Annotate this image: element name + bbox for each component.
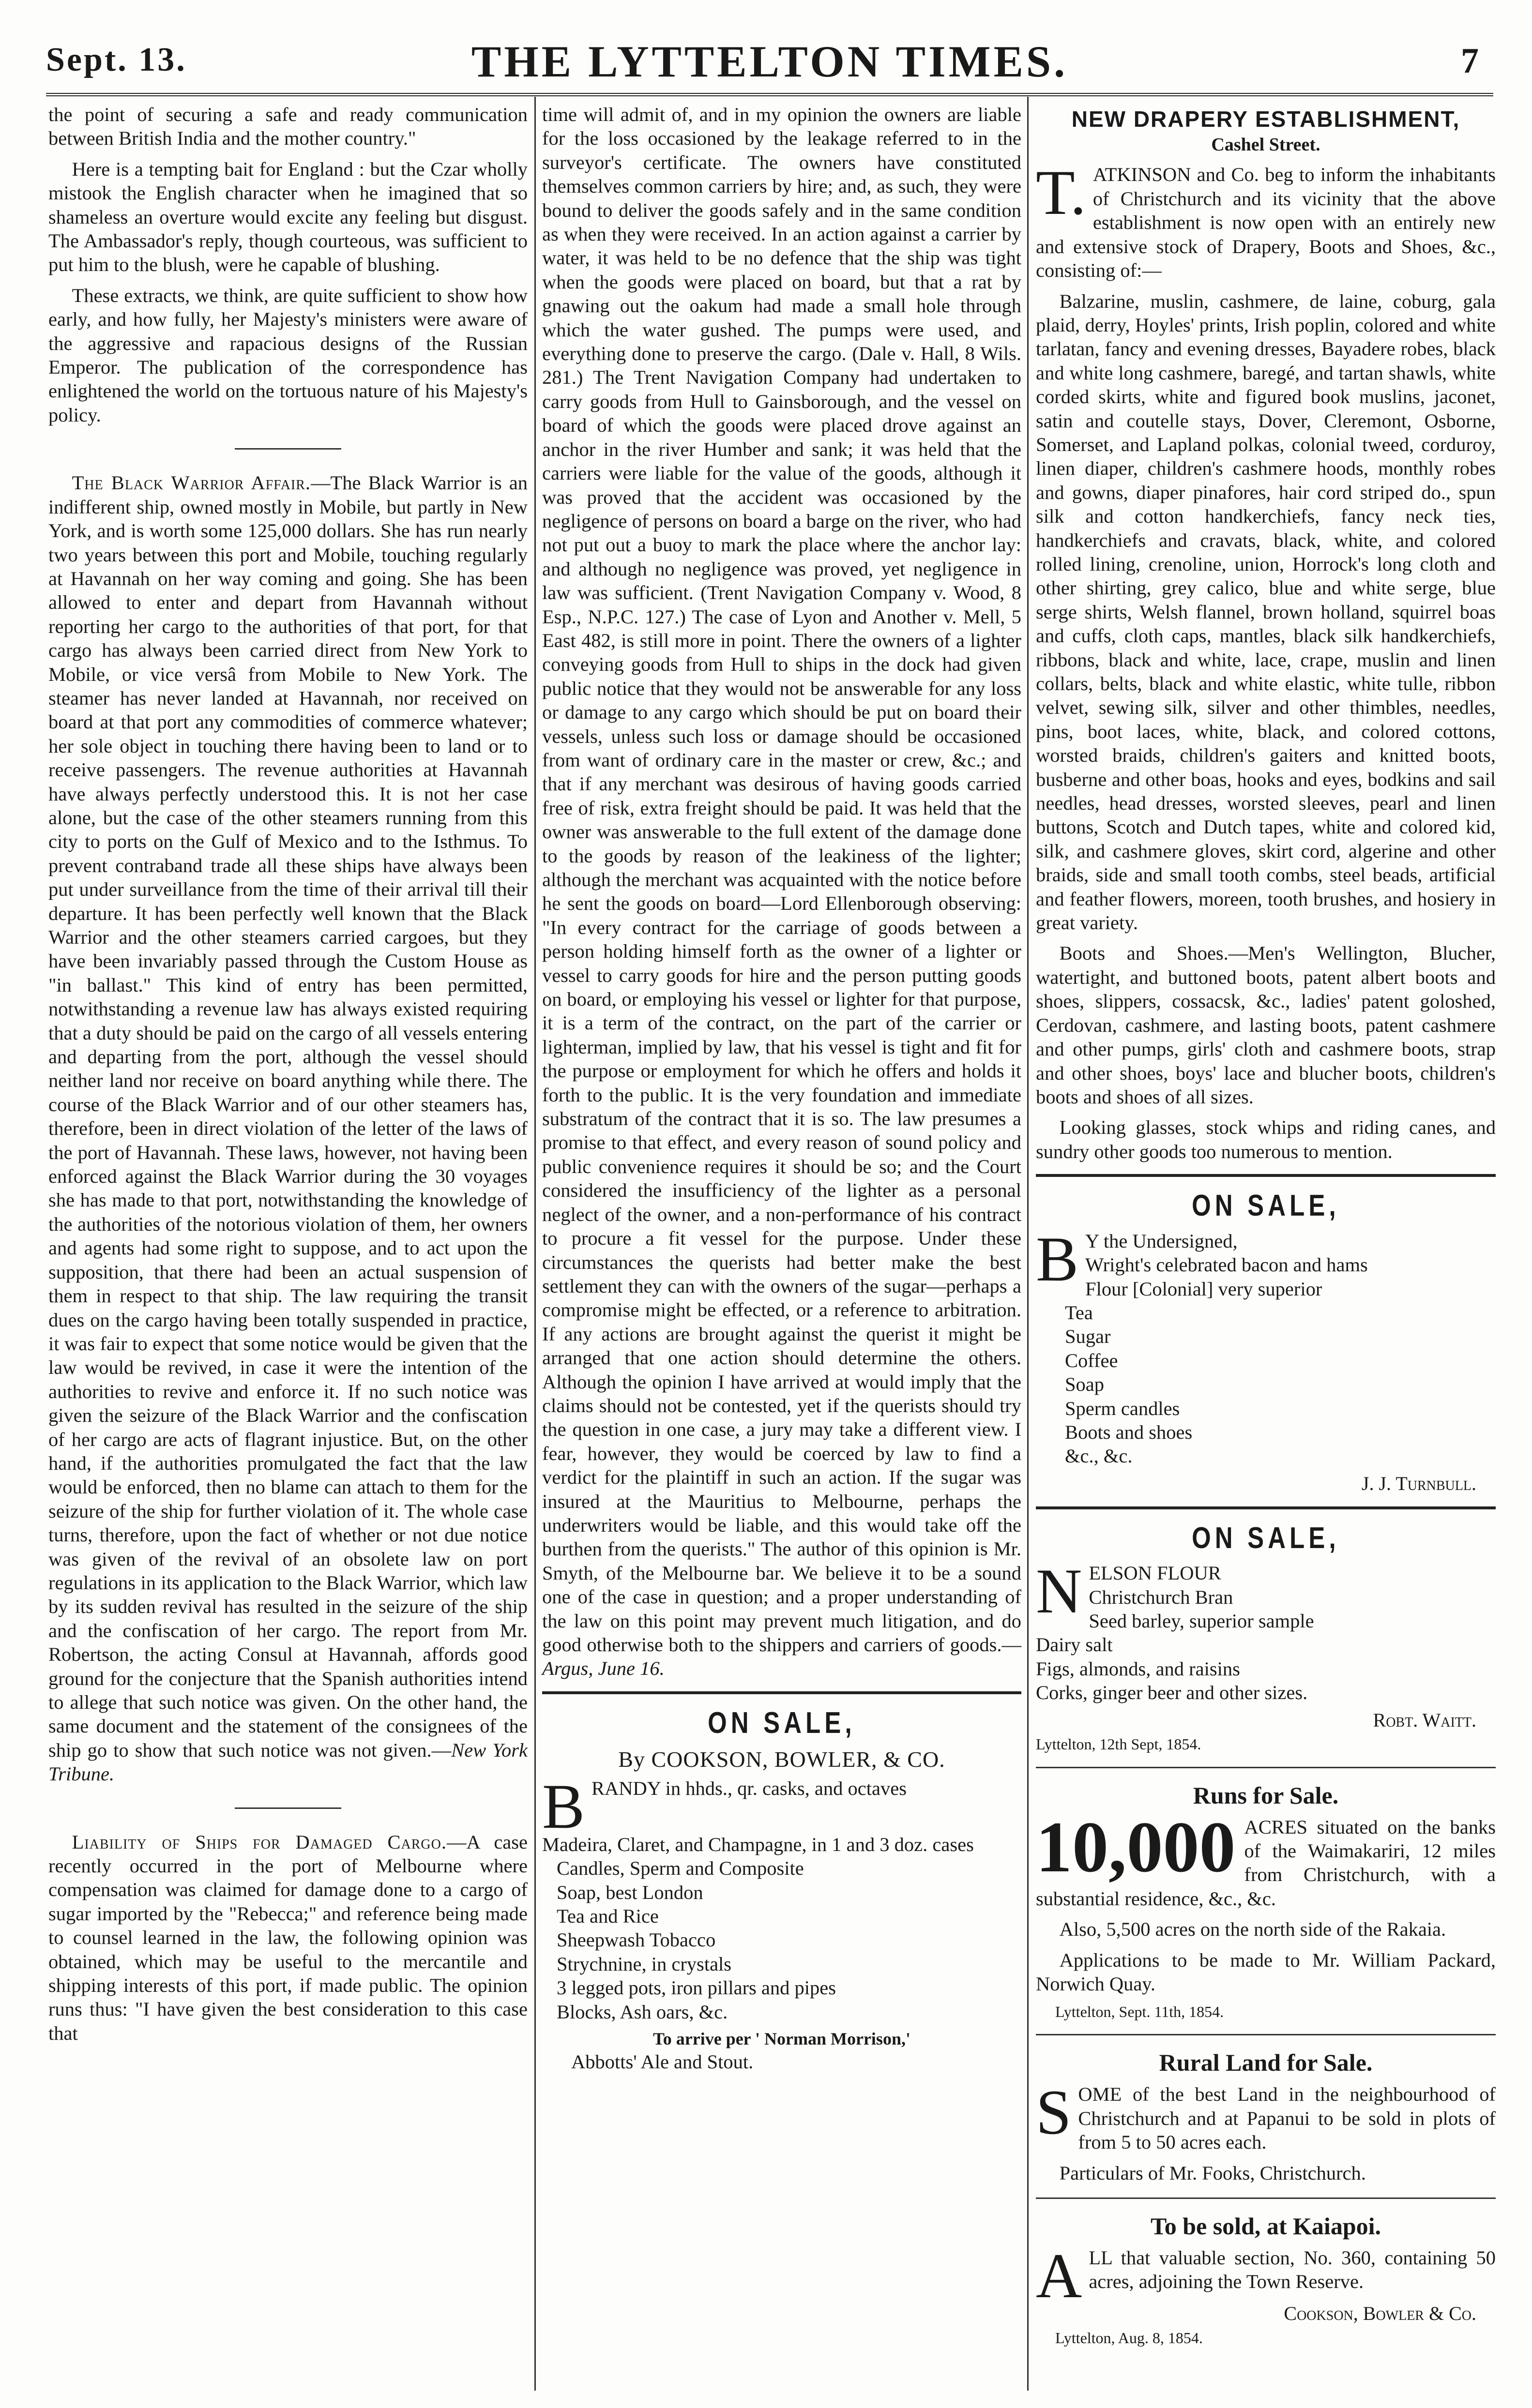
liability-article [48,1830,528,2046]
ad-item: Strychnine, in crystals [557,1953,732,1975]
ad-item: Soap, best London [557,1881,703,1903]
ad-item: Wright's celebrated bacon and hams [1085,1254,1368,1276]
article-source: New York Tribune. [48,1739,528,1785]
column-1 [48,103,528,2052]
kaiapoi-ad [1036,2212,1496,2348]
runs-text-1: ACRES situated on the banks of the Waimakariri, 12 miles from Christchurch, with a substantial residence, &c., &c. [1036,1816,1496,1910]
ad-item-list [1036,1585,1496,1705]
separator [1036,1174,1496,1177]
ad-intro-text: ATKINSON and Co. beg to inform the inhabitants of Christchurch and its vicinity that the above establishment is now open with an entirely new and extensive stock of Drapery, Boots and Shoes, &c., consisting of:— [1036,164,1496,282]
ad-item: 3 legged pots, iron pillars and pipes [557,1977,836,1999]
ad-byline: By COOKSON, BOWLER, & CO. [618,1747,945,1772]
ad-intro [1036,157,1496,282]
waitt-ad [1036,1520,1496,1754]
separator [542,1691,1021,1694]
ad-first-line: Y the Undersigned, [1085,1230,1238,1252]
ad-heading: ON SALE, [1192,1189,1340,1223]
ad-item: Figs, almonds, and raisins [1036,1657,1240,1680]
turnbull-ad [1036,1188,1496,1495]
ad-signature: Cookson, Bowler & Co. [1284,2303,1476,2325]
runs-ad [1036,1781,1496,2022]
drop-cap: B [1036,1223,1079,1294]
ad-item-list [1036,1253,1496,1468]
separator [1036,1767,1496,1768]
ad-first-line: RANDY in hhds., qr. casks, and octaves [592,1777,907,1799]
column-3 [1036,103,1496,2351]
drop-cap: B [542,1770,585,1842]
ad-signature: J. J. Turnbull. [1361,1472,1476,1494]
ad-subheading: Cashel Street. [1211,135,1320,155]
ad-item: Tea and Rice [557,1905,659,1927]
separator [235,1807,341,1809]
article-paragraph: Here is a tempting bait for England : but the Czar wholly mistook the English character when he imagined that so shameless an overture would excite any feeling but disgust. The Ambassador's reply, though courteous, was sufficient to put him to the blush, were he capable of blushing. [48,158,528,276]
runs-text-2: Also, 5,500 acres on the north side of the Rakaia. [1059,1918,1446,1941]
article-source: Argus, June 16. [542,1657,665,1680]
page-number: 7 [1461,41,1479,81]
newspaper-title: THE LYTTELTON TIMES. [471,37,1068,86]
ad-heading: Runs for Sale. [1193,1781,1339,1809]
ad-goods: Balzarine, muslin, cashmere, de laine, coburg, gala plaid, derry, Hoyles' prints, Irish poplin, colored and white tarlatan, fancy and evening dresses, Bayadere robes, black and white long cashmere, baregé, and tartan shawls, white corded skirts, white and figured book muslins, jaconet, satin and coutelle stays, Dover, Cleremont, Osborne, Somerset, and Lapland polkas, colonial tweed, corduroy, linen diaper, children's cashmere hoods, monthly robes and gowns, diaper pinafores, hair cord striped do., spun silk and cotton handkerchiefs, fancy neck ties, handkerchiefs and cravats, black, white, and colored rolled lining, crenoline, union, Horrock's long cloth and other shirting, grey calico, blue and white serge, blue serge shirts, Welsh flannel, brown holland, squirrel boas and cuffs, cloth caps, mantles, black silk handkerchiefs, ribbons, black and white, lace, crape, muslin and linen collars, belts, black and white elastic, white tulle, ribbon velvet, sewing silk, silver and other thimbles, needles, pins, boot laces, white, black, and colored cottons, worsted braids, children's gaiters and knitted boots, busberne and other boas, hooks and eyes, bodkins and sail needles, head dresses, worsted sleeves, pearl and linen buttons, Scotch and Dutch tapes, white and colored kid, silk, and cashmere gloves, skirt cord, algerine and other braids, side and small tooth combs, steel beads, artificial and feather flowers, moreen, tooth brushes, and hosiery in great variety. [1036,290,1496,934]
ad-glasses: Looking glasses, stock whips and riding canes, and sundry other goods too numerous to mention. [1036,1116,1496,1162]
ad-item: Blocks, Ash oars, &c. [557,2001,728,2023]
runs-text [1036,1806,1496,1911]
ad-item: Tea [1065,1301,1093,1324]
drapery-ad [1036,105,1496,1163]
article-body: —A case recently occurred in the port of Melbourne where compensation was claimed for damage done to a cargo of sugar imported by the "Rebecca;" and reference being made to counsel learned in the law, the following opinion was obtained, which may be useful to the mercantile and shipping interests of this port, if made public. The opinion runs thus: "I have given the best consideration to this case that [48,1831,528,2044]
kaiapoi-text [1036,2240,1496,2311]
ad-item: Flour [Colonial] very superior [1085,1278,1322,1300]
ad-heading: ON SALE, [1192,1521,1340,1555]
article-heading: Liability of Ships for Damaged Cargo. [72,1831,447,1853]
ad-date: Lyttelton, Sept. 11th, 1854. [1055,2003,1224,2021]
ad-item: Madeira, Claret, and Champagne, in 1 and 3 doz. cases [542,1833,974,1855]
arrive-note: To arrive per ' Norman Morrison,' [653,2029,910,2049]
ad-item: Sperm candles [1065,1397,1180,1419]
drop-cap: A [1036,2240,1082,2311]
ad-heading: Rural Land for Sale. [1159,2049,1373,2077]
runs-text-3: Applications to be made to Mr. William Packard, Norwich Quay. [1036,1949,1496,1995]
ad-item: Christchurch Bran [1089,1586,1233,1608]
ad-boots: Boots and Shoes.—Men's Wellington, Blucher, watertight, and buttoned boots, patent albert boots and shoes, slippers, cossacsk, &c., ladies' patent goloshed, Cerdovan, cashmere, and lasting boots, patent cashmere and other pumps, girls' cloth and cashmere boots, strap and other shoes, boys' lace and blucher boots, children's boots and shoes of all sizes. [1036,942,1496,1108]
article-paragraph: These extracts, we think, are quite sufficient to show how early, and how fully, her Majesty's ministers were aware of the aggressive and rapacious designs of the Russian Emperor. The publication of the correspondence has enlightened the world on the tortuous nature of his Majesty's policy. [48,284,528,426]
ad-heading: NEW DRAPERY ESTABLISHMENT, [1071,106,1460,132]
separator [235,448,341,450]
ad-item: Candles, Sperm and Composite [557,1857,804,1880]
rural-text [1036,2077,1496,2154]
ad-item-list [542,1833,1021,2024]
ad-heading: ON SALE, [708,1706,856,1740]
article-paragraph: the point of securing a safe and ready communication between British India and the mother country." [48,104,528,150]
separator [1036,2034,1496,2035]
drop-cap: N [1036,1555,1082,1627]
ad-item: &c., &c. [1065,1445,1133,1467]
ad-item: Seed barley, superior sample [1089,1610,1314,1632]
column-2 [542,103,1021,2074]
cookson-ad [542,1705,1021,2074]
separator [1036,1506,1496,1509]
ad-item: Sugar [1065,1325,1111,1348]
rural-ad [1036,2048,1496,2185]
big-number: 10,000 [1036,1806,1236,1887]
ad-heading: To be sold, at Kaiapoi. [1150,2212,1381,2240]
ad-item: Soap [1065,1373,1104,1396]
article-heading: The Black Warrior Affair. [72,472,311,494]
ad-date: Lyttelton, Aug. 8, 1854. [1055,2329,1203,2347]
ad-signature: Robt. Waitt. [1373,1709,1476,1731]
masthead [46,34,1493,92]
ad-item: Boots and shoes [1065,1421,1193,1443]
ad-item: Corks, ginger beer and other sizes. [1036,1682,1308,1704]
ad-date: Lyttelton, 12th Sept, 1854. [1036,1735,1201,1753]
rural-particulars: Particulars of Mr. Fooks, Christchurch. [1059,2162,1366,2184]
masthead-rule [46,93,1493,96]
article-body: time will admit of, and in my opinion the owners are liable for the loss occasioned by the leakage referred to in the surveyor's certificate. The owners have constituted themselves common carriers by hire; and, as such, they were bound to deliver the goods safely and in the same condition as when they were received. In an action against a carrier by water, it was held to be no defence that the ship was tight when the goods were placed on board, but that a rat by gnawing out the oakum had made a small hole through which the water gushed. The pumps were used, and everything done to preserve the cargo. (Dale v. Hall, 8 Wils. 281.) The Trent Navigation Company had undertaken to carry goods from Hull to Gainsborough, and the vessel on board of which the goods were placed drove against an anchor in the river Humber and sank; it was held that the carriers were liable for the value of the goods, although it was proved that the accident was occasioned by the negligence of persons on board a barge on the river, who had not put out a buoy to mark the place where the anchor lay: and although no negligence was proved, yet negligence in law was sufficient. (Trent Navigation Company v. Wood, 8 Esp., N.P.C. 127.) The case of Lyon and Another v. Mell, 5 East 482, is still more in point. There the owners of a lighter conveying goods from Hull to ships in the dock had given public notice that they would not be answerable for any loss or damage to any cargo which should be put on board their vessels, unless such loss or damage should be occasioned from want of ordinary care in the master or crew, &c.; and that if any merchant was desirous of having goods carried free of risk, extra freight should be paid. It was held that the owner was answerable to the full extent of the damage done to the goods by reason of the leakiness of the lighter; although the merchant was acquainted with the notice before he sent the goods on board—Lord Ellenborough observing: "In every contract for the carriage of goods between a person holding himself forth as the owner of a lighter or vessel to carry goods for hire and the person putting goods on board, or employing his vessel or lighter for that purpose, it is a term of the contract, on the part of the carrier or lighterman, implied by law, that his vessel is tight and fit for the purpose or employment for which he offers and holds it forth to the public. It is the very foundation and immediate substratum of the contract that it is so. The law presumes a promise to that effect, and every reason of sound policy and public convenience requires it should be so; and the Court considered the insufficiency of the lighter as a personal neglect of the owner, and a non-performance of his contract to procure a fit vessel for the purpose. Under these circumstances the querists had better make the best settlement they can with the owners of the sugar—perhaps a compromise might be effected, or a reference to arbitration. If any actions are brought against the querist it might be arranged that one action should determine the others. Although the opinion I have arrived at would imply that the claims should not be contested, yet if the querists should try the question in one case, a jury may take a different view. I fear, however, they would be coerced by law to find a verdict for the plaintiff in such an action. If the sugar was insured at the Mauritius to Melbourne, perhaps the underwriters would be liable, and this would take off the burthen from the querists." The author of this opinion is Mr. Smyth, of the Melbourne bar. We believe it to be a sound one of the case in question; and a proper understanding of the law on this point may prevent much litigation, and do good otherwise both to the shippers and carriers of goods.— [542,104,1021,1656]
ad-item: Dairy salt [1036,1634,1113,1656]
rural-body: OME of the best Land in the neighbourhood of Christchurch and at Papanui to be sold in plots of from 5 to 50 acres each. [1078,2083,1496,2153]
issue-date: Sept. 13. [46,41,187,78]
kaiapoi-body: LL that valuable section, No. 360, containing 50 acres, adjoining the Town Reserve. [1089,2247,1496,2293]
ad-item: Sheepwash Tobacco [557,1929,716,1951]
separator [1036,2197,1496,2199]
ad-item: Coffee [1065,1349,1118,1371]
column-divider-2 [1027,97,1029,2391]
ad-first-line: ELSON FLOUR [1089,1562,1221,1584]
article-body: —The Black Warrior is an indifferent ship, owned mostly in Mobile, but partly in New York, and is worth some 125,000 dollars. She has run nearly two years between this port and Mobile, touching regularly at Havannah on her way coming and going. She has been allowed to enter and depart from Havannah without reporting her cargo to the authorities of that port, for that cargo has always been carried direct from New York to Mobile, or vice versâ from Mobile to New York. The steamer has never landed at Havannah, nor received on board at that port any commodities of commerce whatever; her sole object in touching there having been to land or to receive passengers. The revenue authorities at Havannah have always perfectly understood this. It is not her case alone, but the case of the other steamers running from this city to ports on the Gulf of Mexico and to the Isthmus. To prevent contraband trade all these ships have always been put under surveillance from the time of their arrival till their departure. It has been perfectly well known that the Black Warrior and the other steamers carried cargoes, but they have been invariably passed through the Custom House as "in ballast." This kind of entry has been permitted, notwithstanding a revenue law has always existed requiring that a duty should be paid on the cargo of all vessels entering and departing from the port, although the vessel should neither land nor receive on board anything while there. The course of the Black Warrior and of our other steamers has, therefore, been in direct violation of the letter of the laws of the port of Havannah. These laws, however, not having been enforced against the Black Warrior during the 30 voyages she has made to that port, notwithstanding the knowledge of the authorities of the notorious violation of them, her owners and agents had some right to suppose, and to act upon the supposition, that there had been an actual suspension of them in respect to that ship. The law requiring the transit dues on the cargo having been totally suspended in practice, it was fair to expect that some notice would be given that the law would be revived, in case it were the intention of the authorities to revive and enforce it. If no such notice was given the seizure of the Black Warrior and the confiscation of her cargo are acts of flagrant injustice. But, on the other hand, if the authorities promulgated the fact that the law would be enforced, then no blame can attach to them for the seizure of the ship for further violation of it. The whole case turns, therefore, upon the fact of whether or not due notice was given of the revival of an obsolete law on port regulations in its application to the Black Warrior, which law by its sudden revival has resulted in the seizure of the ship and the confiscation of her cargo. The report from Mr. Robertson, the acting Consul at Havannah, affords good ground for the conjecture that the Spanish authorities intend to allege that such notice was given. On the other hand, the same document and the statement of the consignees of the ship go to show that such notice was not given.— [48,472,528,1761]
black-warrior-article [48,471,528,1786]
drop-cap: T. [1036,157,1086,228]
ale-line: Abbotts' Ale and Stout. [571,2050,754,2073]
column-divider-1 [534,97,536,2391]
drop-cap: S [1036,2077,1072,2148]
article-continuation [542,103,1021,1681]
